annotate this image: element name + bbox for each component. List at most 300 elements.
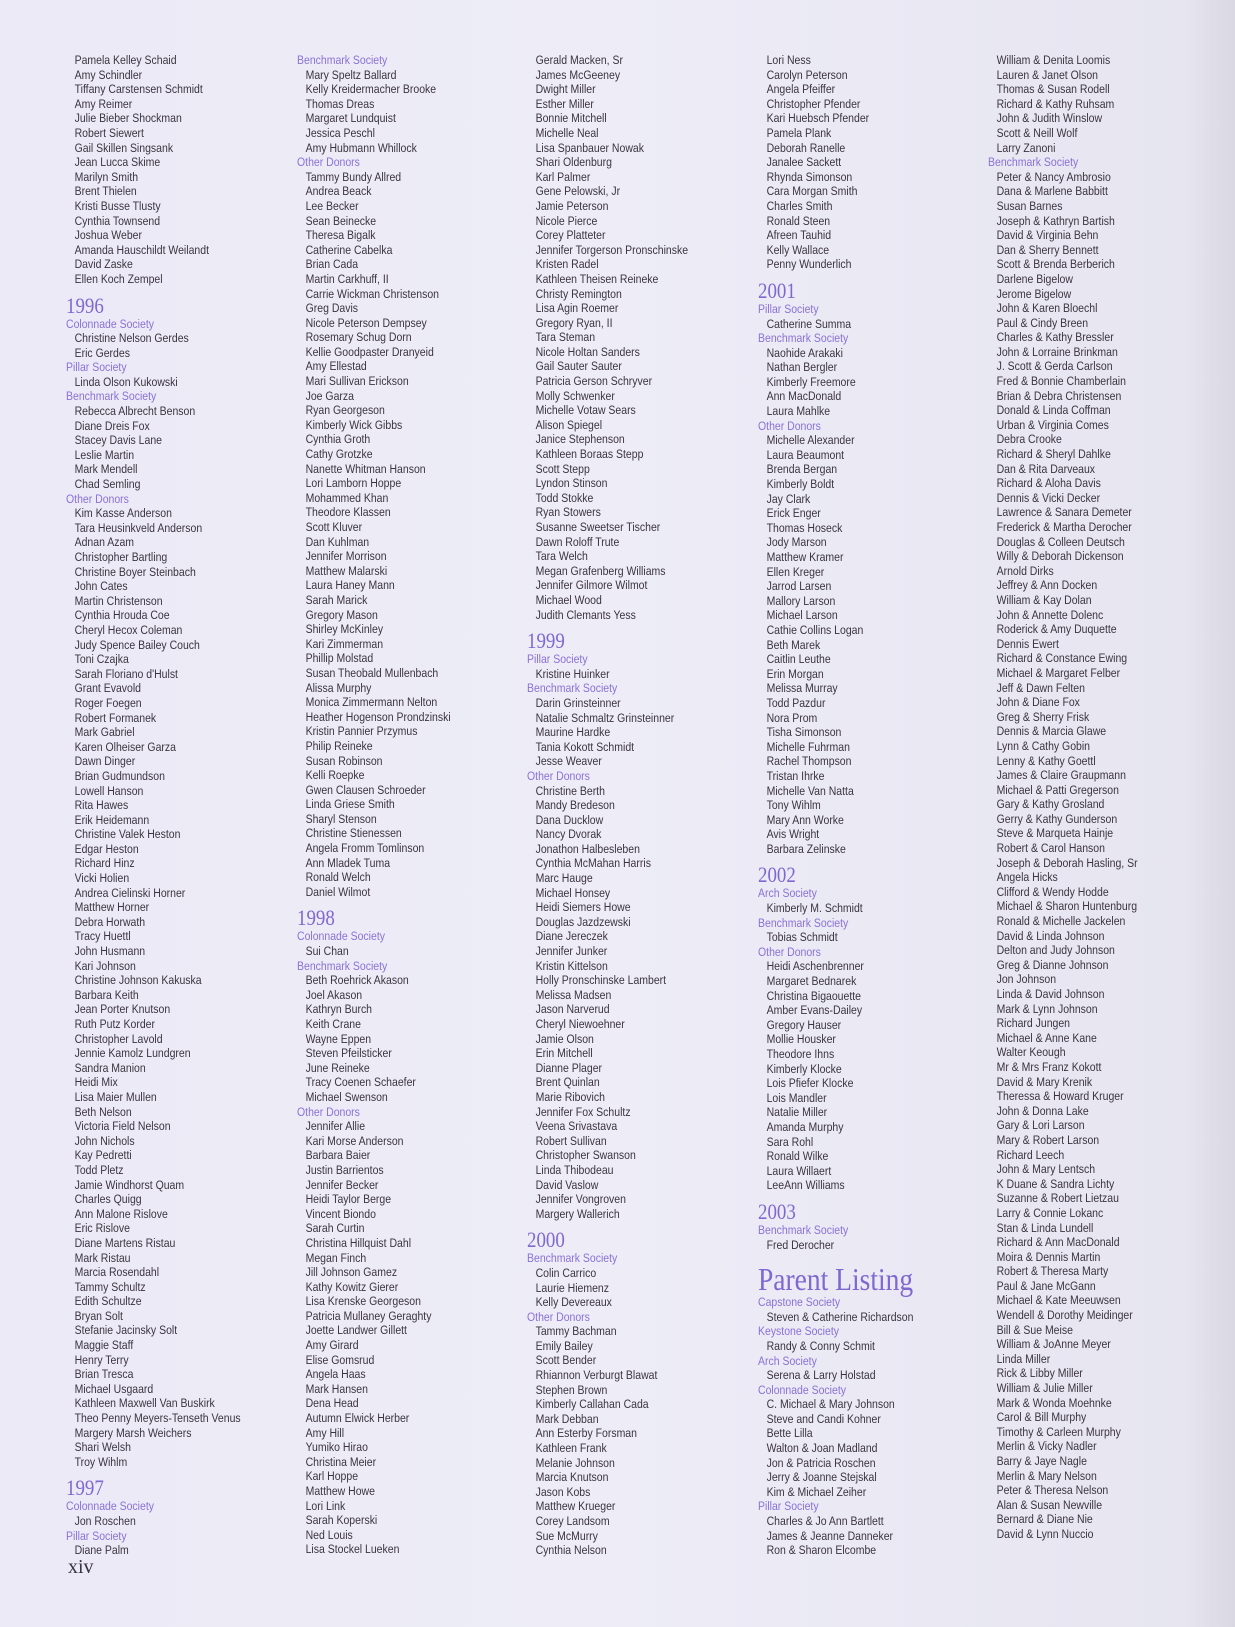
donor-name: Donald & Linda Coffman (996, 403, 1111, 418)
year-heading: 2003 (758, 1198, 796, 1224)
donor-name: Edith Schultze (74, 1294, 142, 1309)
year-heading: 2001 (758, 277, 796, 303)
donor-name: William & Denita Loomis (996, 53, 1111, 67)
donor-name: Ronald & Michelle Jackelen (996, 914, 1126, 929)
donor-name: Thomas & Susan Rodell (996, 82, 1110, 97)
donor-name: Dawn Roloff Trute (535, 534, 620, 549)
donor-name: Tony Wihlm (766, 798, 821, 813)
donor-name: Philip Reineke (305, 738, 373, 753)
donor-name: Todd Pazdur (766, 695, 826, 710)
donor-name: Natalie Miller (766, 1105, 828, 1120)
donor-name: Megan Finch (305, 1250, 367, 1265)
donor-name: Greg & Dianne Johnson (996, 957, 1109, 972)
donor-name: Kari Zimmerman (305, 636, 384, 651)
column-2 (297, 53, 451, 1557)
donor-name: Mark Hansen (305, 1381, 368, 1396)
donor-name: Dana Ducklow (535, 812, 604, 827)
donor-name: Lisa Spanbauer Nowak (535, 140, 644, 155)
donor-name: Amy Hubmann Whillock (305, 140, 417, 155)
donor-name: Erick Enger (766, 506, 821, 521)
donor-name: Ellen Koch Zempel (74, 271, 163, 286)
donor-name: Angela Fromm Tomlinson (305, 841, 425, 856)
society-label: Benchmark Society (758, 915, 849, 930)
donor-name: Mark Ristau (74, 1250, 131, 1265)
donor-name: Sarah Marick (305, 592, 368, 607)
donor-name: Theresa Bigalk (305, 228, 376, 243)
donor-name: Brian Tresca (74, 1367, 134, 1382)
donor-name: Charles Quigg (74, 1192, 142, 1207)
donor-name: David & Lynn Nuccio (996, 1526, 1094, 1541)
donor-name: Fred Derocher (766, 1237, 835, 1252)
society-label: Other Donors (758, 418, 821, 433)
donor-name: Jon Roschen (74, 1514, 136, 1528)
donor-name: Roger Foegen (74, 695, 142, 710)
donor-name: Tammy Bachman (535, 1324, 617, 1339)
donor-name: Scott & Neill Wolf (996, 125, 1078, 140)
donor-name: Jennifer Becker (305, 1177, 379, 1192)
donor-name: Jay Clark (766, 491, 811, 506)
donor-name: Daniel Wilmot (305, 884, 371, 899)
donor-name: Jennifer Vongroven (535, 1192, 626, 1207)
section-heading: Parent Listing (758, 1261, 914, 1298)
donor-name: John & Mary Lentsch (996, 1162, 1096, 1177)
donor-name: Marilyn Smith (74, 169, 139, 184)
donor-name: Jon Johnson (996, 972, 1057, 987)
donor-name: Christopher Lavold (74, 1031, 163, 1046)
donor-name: Scott Bender (535, 1353, 597, 1368)
donor-name: Arnold Dirks (996, 563, 1054, 578)
donor-name: Jennifer Morrison (305, 549, 387, 564)
donor-name: Shari Welsh (74, 1440, 131, 1455)
donor-name: Nicole Pierce (535, 213, 598, 228)
donor-name: Jarrod Larsen (766, 579, 832, 594)
donor-name: Kristen Radel (535, 257, 599, 272)
donor-name: Heidi Mix (74, 1075, 118, 1090)
donor-name: Michael Wood (535, 592, 602, 607)
donor-name: Carol & Bill Murphy (996, 1410, 1087, 1425)
donor-name: Christina Meier (305, 1454, 377, 1469)
donor-name: C. Michael & Mary Johnson (766, 1397, 895, 1412)
donor-name: Martin Christenson (74, 593, 163, 608)
donor-name: Lori Ness (766, 53, 811, 67)
donor-name: Carrie Wickman Christenson (305, 286, 439, 301)
donor-name: Megan Grafenberg Williams (535, 563, 666, 578)
donor-name: Kari Johnson (74, 958, 136, 973)
donor-name: Ryan Stowers (535, 505, 601, 520)
donor-name: Alissa Murphy (305, 680, 372, 695)
donor-name: Kimberly Wick Gibbs (305, 417, 403, 432)
donor-name: Lois Mandler (766, 1090, 827, 1105)
donor-name: Lyndon Stinson (535, 476, 608, 491)
donor-name: Margery Wallerich (535, 1206, 620, 1221)
donor-name: Kim Kasse Anderson (74, 506, 172, 521)
donor-name: Victoria Field Nelson (74, 1119, 171, 1134)
donor-name: Toni Czajka (74, 652, 129, 667)
donor-name: Roderick & Amy Duquette (996, 622, 1117, 637)
donor-name: Nicole Holtan Sanders (535, 344, 640, 359)
society-label: Other Donors (758, 944, 821, 959)
donor-name: Jennifer Allie (305, 1119, 366, 1134)
donor-name: Linda Miller (996, 1351, 1051, 1366)
donor-name: James & Claire Graupmann (996, 768, 1126, 783)
donor-name: Sarah Koperski (305, 1513, 378, 1528)
donor-name: Amanda Hauschildt Weilandt (74, 242, 209, 257)
donor-name: Mollie Housker (766, 1032, 836, 1047)
donor-name: Nathan Bergler (766, 360, 838, 375)
donor-name: Kristin Kittelson (535, 958, 608, 973)
donor-name: J. Scott & Gerda Carlson (996, 359, 1113, 374)
donor-name: Diane Martens Ristau (74, 1235, 176, 1250)
donor-name: Linda Thibodeau (535, 1162, 614, 1177)
year-heading: 1999 (527, 628, 565, 654)
donor-name: Jonathon Halbesleben (535, 841, 640, 856)
donor-name: David & Virginia Behn (996, 228, 1099, 243)
donor-name: Walton & Joan Madland (766, 1441, 878, 1456)
donor-name: Naohide Arakaki (766, 345, 843, 360)
column-1 (66, 53, 241, 1558)
donor-name: James McGeeney (535, 67, 621, 82)
donor-name: John & Diane Fox (996, 695, 1080, 710)
donor-name: Jill Johnson Gamez (305, 1265, 398, 1280)
donor-name: Rhiannon Verburgt Blawat (535, 1368, 658, 1383)
donor-name: Richard & Aloha Davis (996, 476, 1101, 491)
donor-name: Cathy Grotzke (305, 447, 373, 462)
donor-name: Jennifer Fox Schultz (535, 1104, 631, 1119)
donor-name: Sandra Manion (74, 1060, 146, 1075)
donor-name: Robert Formanek (74, 710, 157, 725)
donor-name: Bryan Solt (74, 1308, 123, 1323)
donor-name: Kathleen Boraas Stepp (535, 447, 644, 462)
donor-name: Tobias Schmidt (766, 930, 838, 945)
donor-name: Vincent Biondo (305, 1206, 376, 1221)
donor-name: Michael & Kate Meeuwsen (996, 1293, 1121, 1308)
society-label: Arch Society (758, 886, 817, 901)
donor-name: Jerry & Joanne Stejskal (766, 1470, 877, 1485)
donor-name: Debra Horwath (74, 914, 146, 929)
society-label: Other Donors (297, 155, 360, 170)
donor-name: Tracy Huettl (74, 929, 131, 944)
donor-name: Dennis & Vicki Decker (996, 490, 1101, 505)
donor-name: Angela Pfeiffer (766, 82, 836, 97)
donor-name: Matthew Malarski (305, 563, 388, 578)
donor-name: Dan & Sherry Bennett (996, 242, 1099, 257)
donor-name: Deborah Ranelle (766, 140, 846, 155)
donor-name: Cynthia Townsend (74, 213, 161, 228)
donor-name: Amanda Murphy (766, 1119, 844, 1134)
donor-name: Karl Palmer (535, 169, 591, 184)
donor-name: Maggie Staff (74, 1338, 134, 1353)
donor-name: Christine Berth (535, 783, 605, 798)
donor-name: Ann MacDonald (766, 389, 842, 404)
donor-name: Lori Lamborn Hoppe (305, 476, 402, 491)
year-heading: 1997 (66, 1475, 104, 1501)
donor-name: Christina Bigaouette (766, 988, 861, 1003)
donor-name: Gene Pelowski, Jr (535, 184, 621, 199)
donor-name: Molly Schwenker (535, 388, 615, 403)
donor-name: Mari Sullivan Erickson (305, 374, 409, 389)
donor-name: Catherine Cabelka (305, 242, 393, 257)
donor-name: Steven & Catherine Richardson (766, 1309, 914, 1324)
donor-name: Charles & Jo Ann Bartlett (766, 1514, 884, 1529)
donor-name: Dianne Plager (535, 1060, 603, 1075)
society-label: Benchmark Society (758, 1222, 849, 1237)
donor-name: John & Annette Dolenc (996, 607, 1104, 622)
donor-name: David Vaslow (535, 1177, 599, 1192)
donor-name: Heidi Siemers Howe (535, 900, 631, 915)
donor-name: Walter Keough (996, 1045, 1066, 1060)
donor-name: Veena Srivastava (535, 1119, 618, 1134)
donor-name: Larry & Connie Lokanc (996, 1205, 1104, 1220)
society-label: Pillar Society (758, 1499, 819, 1514)
donor-name: Susanne Sweetser Tischer (535, 520, 661, 534)
donor-name: Willy & Deborah Dickenson (996, 549, 1124, 564)
society-label: Colonnade Society (66, 316, 154, 331)
donor-name: Adnan Azam (74, 535, 135, 550)
donor-name: Lenny & Kathy Goettl (996, 753, 1096, 768)
donor-name: Matthew Krueger (535, 1499, 616, 1514)
donor-name: John Husmann (74, 944, 146, 959)
society-label: Arch Society (758, 1353, 817, 1368)
year-heading: 2002 (758, 862, 796, 888)
column-4 (758, 53, 913, 1558)
donor-name: Gwen Clausen Schroeder (305, 782, 426, 797)
donor-name: Richard & Sheryl Dahlke (996, 447, 1111, 462)
donor-name: Gerald Macken, Sr (535, 53, 623, 67)
donor-name: Michael & Anne Kane (996, 1030, 1097, 1045)
donor-name: Bill & Sue Meise (996, 1322, 1073, 1337)
donor-name: Dawn Dinger (74, 754, 136, 769)
society-label: Benchmark Society (527, 1251, 618, 1266)
donor-name: Darin Grinsteinner (535, 695, 621, 710)
donor-name: Julie Bieber Shockman (74, 111, 182, 126)
donor-name: Theressa & Howard Kruger (996, 1089, 1124, 1104)
society-label: Colonnade Society (297, 929, 385, 944)
donor-name: Heidi Taylor Berge (305, 1192, 392, 1207)
donor-name: Tiffany Carstensen Schmidt (74, 82, 203, 97)
donor-name: Theodore Ihns (766, 1047, 835, 1061)
donor-name: Jennifer Junker (535, 944, 608, 959)
donor-name: Kelly Devereaux (535, 1295, 612, 1310)
donor-name: Christopher Bartling (74, 550, 168, 564)
donor-name: Erin Morgan (766, 666, 824, 681)
donor-name: Grant Evavold (74, 681, 142, 696)
donor-name: K Duane & Sandra Lichty (996, 1176, 1115, 1191)
donor-name: Peter & Nancy Ambrosio (996, 169, 1111, 184)
donor-name: Frederick & Martha Derocher (996, 520, 1132, 534)
donor-name: Clifford & Wendy Hodde (996, 884, 1109, 899)
donor-name: Lois Pfiefer Klocke (766, 1076, 854, 1091)
society-label: Colonnade Society (758, 1382, 846, 1397)
donor-name: Sarah Curtin (305, 1221, 365, 1236)
donor-name: Gregory Ryan, II (535, 315, 613, 330)
donor-name: Leslie Martin (74, 447, 135, 462)
donor-name: Jesse Weaver (535, 754, 602, 769)
donor-name: Autumn Elwick Herber (305, 1411, 410, 1426)
column-3 (527, 53, 688, 1558)
donor-name: Kellie Goodpaster Dranyeid (305, 344, 434, 359)
donor-name: Moira & Dennis Martin (996, 1249, 1101, 1264)
donor-name: Nora Prom (766, 710, 818, 725)
donor-name: Edgar Heston (74, 841, 139, 856)
donor-name: Amy Hill (305, 1425, 345, 1440)
donor-name: Kelly Kreidermacher Brooke (305, 82, 437, 97)
donor-name: Robert & Theresa Marty (996, 1264, 1109, 1279)
donor-name: Yumiko Hirao (305, 1440, 368, 1455)
donor-name: Kari Morse Anderson (305, 1133, 404, 1148)
donor-name: Robert Siewert (74, 125, 144, 140)
donor-name: Brent Thielen (74, 184, 137, 199)
donor-name: Tammy Bundy Allred (305, 169, 402, 184)
donor-name: Mandy Bredeson (535, 798, 615, 813)
donor-name: Margery Marsh Weichers (74, 1425, 192, 1440)
donor-name: John & Donna Lake (996, 1103, 1089, 1118)
donor-name: Pamela Kelley Schaid (74, 53, 177, 67)
donor-name: Timothy & Carleen Murphy (996, 1424, 1121, 1439)
donor-name: Kay Pedretti (74, 1148, 132, 1163)
donor-name: Brenda Bergan (766, 462, 838, 477)
donor-name: Jennie Kamolz Lundgren (74, 1046, 191, 1061)
donor-name: Jeffrey & Ann Docken (996, 578, 1098, 593)
donor-name: Keith Crane (305, 1017, 361, 1031)
donor-name: Steven Pfeilsticker (305, 1046, 392, 1061)
donor-name: Pamela Plank (766, 125, 832, 140)
donor-name: John & Lorraine Brinkman (996, 344, 1118, 359)
donor-name: Rachel Thompson (766, 754, 852, 769)
donor-name: Joe Garza (305, 388, 354, 403)
donor-name: Tracy Coenen Schaefer (305, 1075, 416, 1090)
donor-name: Tara Welch (535, 549, 588, 564)
donor-name: Paul & Jane McGann (996, 1278, 1096, 1293)
donor-name: Margaret Bednarek (766, 974, 857, 989)
donor-name: Randy & Conny Schmit (766, 1338, 875, 1353)
donor-name: Steve and Candi Kohner (766, 1411, 881, 1426)
donor-name: Christopher Swanson (535, 1148, 636, 1163)
donor-name: Lori Link (305, 1498, 346, 1513)
donor-name: Bernard & Diane Nie (996, 1512, 1093, 1527)
donor-name: Ned Louis (305, 1527, 353, 1542)
column-5 (988, 53, 1138, 1542)
donor-name: Andrea Cielinski Horner (74, 885, 186, 900)
donor-name: Susan Theobald Mullenbach (305, 665, 439, 680)
society-label: Capstone Society (758, 1295, 841, 1310)
donor-name: Jerome Bigelow (996, 286, 1072, 301)
donor-name: Ann Esterby Forsman (535, 1426, 637, 1441)
donor-name: Theodore Klassen (305, 505, 391, 520)
donor-name: Michelle Fuhrman (766, 739, 850, 754)
donor-name: Angela Haas (305, 1367, 366, 1382)
donor-name: Cheryl Hecox Coleman (74, 622, 183, 637)
donor-name: Marcia Rosendahl (74, 1265, 160, 1280)
donor-name: Christine Boyer Steinbach (74, 564, 196, 579)
donor-name: Caitlin Leuthe (766, 652, 831, 667)
donor-name: William & Julie Miller (996, 1381, 1093, 1396)
donor-name: Dwight Miller (535, 82, 596, 97)
donor-name: Sarah Floriano d'Hulst (74, 666, 178, 681)
donor-name: Beth Marek (766, 637, 821, 652)
donor-name: Sean Beinecke (305, 213, 377, 228)
donor-name: Michael & Margaret Felber (996, 665, 1121, 680)
donor-name: Mary Speltz Ballard (305, 67, 397, 82)
donor-name: Greg Davis (305, 301, 359, 316)
donor-name: Michael & Patti Gregerson (996, 782, 1119, 797)
donor-name: Charles Smith (766, 198, 833, 213)
donor-name: Mary & Robert Larson (996, 1132, 1100, 1147)
donor-name: Judy Spence Bailey Couch (74, 637, 200, 652)
donor-name: Stephen Brown (535, 1382, 608, 1397)
donor-name: Jamie Windhorst Quam (74, 1177, 185, 1192)
donor-name: Kelly Wallace (766, 242, 830, 257)
donor-name: Larry Zanoni (996, 140, 1056, 155)
donor-name: Christine Johnson Kakuska (74, 973, 202, 988)
donor-name: John Cates (74, 579, 128, 594)
donor-name: Dana & Marlene Babbitt (996, 184, 1108, 199)
donor-name: Karl Hoppe (305, 1469, 359, 1484)
donor-name: Jennifer Torgerson Pronschinske (535, 242, 689, 257)
donor-name: Sue McMurry (535, 1528, 598, 1543)
society-label: Keystone Society (758, 1324, 839, 1339)
donor-name: Corey Platteter (535, 228, 606, 243)
donor-name: Joel Akason (305, 987, 363, 1002)
donor-name: Cheryl Niewoehner (535, 1017, 625, 1031)
donor-name: Laurie Hiemenz (535, 1280, 610, 1295)
donor-name: Nancy Dvorak (535, 827, 602, 842)
donor-name: Monica Zimmermann Nelton (305, 695, 438, 710)
donor-name: John & Karen Bloechl (996, 301, 1098, 316)
donor-name: Gerry & Kathy Gunderson (996, 811, 1118, 826)
donor-name: Cynthia Nelson (535, 1543, 607, 1558)
donor-name: Gail Sauter Sauter (535, 359, 622, 374)
donor-name: Ronald Wilke (766, 1149, 829, 1164)
donor-name: Sara Rohl (766, 1134, 814, 1149)
donor-name: Ron & Sharon Elcombe (766, 1543, 877, 1558)
donor-name: Laura Beaumont (766, 447, 845, 462)
donor-name: Mallory Larson (766, 593, 836, 608)
donor-name: Janalee Sackett (766, 155, 842, 170)
donor-name: Scott Kluver (305, 520, 363, 534)
donor-name: Matthew Kramer (766, 550, 844, 564)
donor-name: James & Jeanne Danneker (766, 1528, 894, 1543)
donor-name: Linda Griese Smith (305, 797, 395, 812)
donor-name: Richard & Ann MacDonald (996, 1235, 1120, 1250)
donor-name: Jamie Peterson (535, 198, 609, 213)
page-number: xiv (68, 1556, 94, 1578)
donor-name: Christine Valek Heston (74, 827, 181, 842)
donor-name: Avis Wright (766, 827, 820, 842)
donor-name: Lisa Krenske Georgeson (305, 1294, 421, 1309)
donor-name: Jon & Patricia Roschen (766, 1455, 876, 1470)
donor-name: Joshua Weber (74, 228, 143, 243)
donor-name: Jennifer Gilmore Wilmot (535, 578, 648, 593)
donor-name: Michael & Sharon Huntenburg (996, 899, 1138, 914)
donor-name: Ronald Welch (305, 870, 371, 885)
donor-name: Matthew Horner (74, 900, 150, 915)
donor-name: Marcia Knutson (535, 1470, 609, 1485)
donor-name: Melissa Madsen (535, 987, 612, 1002)
society-label: Colonnade Society (66, 1499, 154, 1514)
donor-name: Greg & Sherry Frisk (996, 709, 1090, 724)
donor-name: Michael Swenson (305, 1089, 388, 1104)
society-label: Pillar Society (66, 1528, 127, 1543)
donor-name: Darlene Bigelow (996, 271, 1073, 286)
donor-name: Brent Quinlan (535, 1075, 600, 1090)
donor-name: Laura Haney Mann (305, 578, 395, 593)
society-label: Pillar Society (758, 301, 819, 316)
donor-name: Robert Sullivan (535, 1133, 607, 1148)
donor-name: Rosemary Schug Dorn (305, 330, 412, 345)
society-label: Other Donors (297, 1104, 360, 1119)
donor-name: Tristan Ihrke (766, 768, 825, 783)
donor-name: Jamie Olson (535, 1031, 594, 1046)
